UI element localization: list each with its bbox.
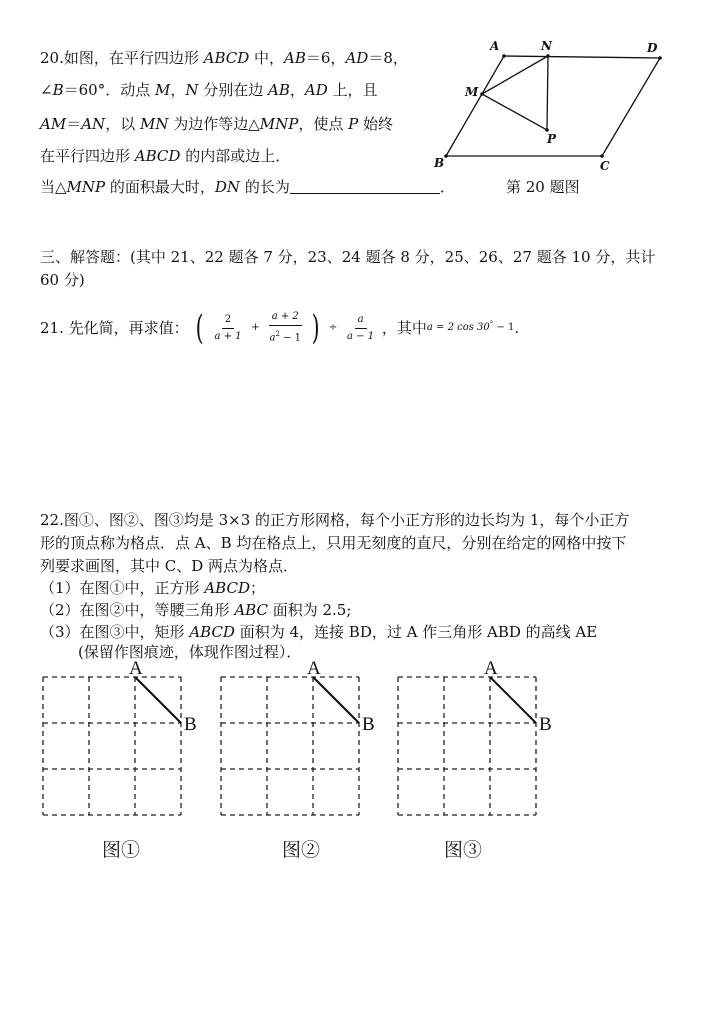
edge-dc: [602, 58, 660, 156]
grid1-label-b: B: [184, 714, 197, 735]
q21-line: [40, 304, 520, 348]
q20-line-5: [40, 177, 455, 197]
q22-line-2: 形的顶点称为格点．点 A、B 均在格点上，只用无刻度的直尺，分别在给定的网格中按下: [40, 534, 627, 552]
numerator: 2: [222, 314, 234, 329]
text: AD: [345, 49, 369, 67]
text: （2）在图②中，等腰三角形: [40, 601, 235, 619]
text: 21. 先化简，再求值：: [40, 319, 189, 337]
section3-heading-line1: 三、解答题：(其中 21、22 题各 7 分，23、24 题各 8 分，25、26、27 题各 10 分，共计: [40, 248, 656, 266]
grid-figure-1: [36, 670, 196, 820]
text: ，: [289, 81, 305, 99]
segment-np: [547, 56, 548, 130]
text: ，其中: [381, 319, 427, 337]
q22-line-1: 22.图①、图②、图③均是 3×3 的正方形网格，每个小正方形的边长均为 1，每个小正方: [40, 511, 630, 529]
text: 面积为 2.5;: [267, 601, 352, 619]
fraction-1: [211, 314, 244, 343]
text: 中，: [249, 49, 285, 67]
text: ＝60°．动点: [63, 81, 155, 99]
text: MN: [139, 115, 169, 133]
label-n: N: [541, 39, 552, 53]
text: − 1: [279, 332, 302, 344]
text: ABCD: [189, 623, 235, 641]
q22-item-1: [40, 578, 265, 598]
grid3-label-a: A: [484, 658, 498, 679]
text: MNP: [259, 115, 299, 133]
text: 面积为 4，连接 BD，过 A 作三角形 ABD 的高线 AE: [234, 623, 598, 641]
denominator: [266, 326, 304, 344]
text: ABCD: [203, 49, 250, 67]
text: a: [269, 332, 276, 344]
segment-ab: [135, 677, 181, 723]
denominator: a + 1: [214, 330, 242, 342]
point-m: [480, 92, 484, 96]
numerator: a: [355, 314, 367, 329]
text: AB: [284, 49, 306, 67]
numerator: a + 2: [269, 311, 302, 326]
grid-figure-2: [214, 670, 374, 820]
point-n: [546, 54, 550, 58]
q20-line-2: [40, 80, 378, 100]
parallelogram-figure: [430, 36, 680, 176]
text: （3）在图③中，矩形: [40, 623, 190, 641]
edge-ba: [446, 56, 504, 156]
text: 上，且: [327, 81, 378, 99]
segment-ab: [313, 677, 359, 723]
q22-item-3-note: (保留作图痕迹，体现作图过程）．: [78, 643, 302, 661]
point-c: [600, 154, 604, 158]
label-p: P: [547, 132, 557, 146]
label-a: A: [490, 39, 500, 53]
text: ＝8，: [368, 49, 408, 67]
point-a: [502, 54, 506, 58]
text: 的长为: [240, 178, 290, 196]
segment-mn: [482, 56, 548, 94]
grid1-label-a: A: [129, 658, 143, 679]
text: 的面积最大时，: [105, 178, 215, 196]
section3-heading-line2: 60 分): [40, 271, 85, 289]
divide: ÷: [328, 322, 338, 333]
text: ；: [249, 579, 265, 597]
text: ，以: [105, 115, 140, 133]
text: 当△: [40, 178, 67, 196]
text: ABCD: [204, 579, 250, 597]
text: ．: [439, 178, 455, 196]
text: .: [514, 319, 520, 337]
left-paren: (: [196, 308, 205, 348]
q20-line-3: [40, 114, 393, 134]
grid-figure-3: [391, 670, 551, 820]
point-b: [444, 154, 448, 158]
text: ＝6，: [305, 49, 346, 67]
text: MNP: [66, 178, 106, 196]
text: 的内部或边上．: [180, 147, 291, 165]
fraction-2: [266, 311, 304, 344]
text: M: [154, 81, 171, 99]
denominator: a − 1: [347, 330, 375, 342]
text: 始终: [358, 115, 393, 133]
text: N: [185, 81, 199, 99]
text: ∠: [40, 81, 53, 99]
text: AB: [268, 81, 290, 99]
grid3-label-b: B: [539, 714, 552, 735]
q22-item-3: [40, 622, 597, 642]
label-m: M: [465, 85, 479, 99]
grid2-label-b: B: [362, 714, 375, 735]
q22-item-2: [40, 600, 351, 620]
segment-mp: [482, 94, 547, 130]
q20-line-4: [40, 146, 290, 166]
label-c: C: [600, 159, 610, 173]
q22-line-3: 列要求画图，其中 C、D 两点为格点．: [40, 557, 299, 575]
answer-blank[interactable]: [290, 177, 440, 194]
text: 为边作等边△: [168, 115, 260, 133]
q20-line-1: [40, 48, 408, 68]
point-d: [658, 56, 662, 60]
text: 分别在边: [198, 81, 269, 99]
text: ＝: [66, 115, 82, 133]
degree: °: [489, 320, 494, 328]
label-d: D: [647, 41, 658, 55]
right-paren: ): [311, 308, 320, 348]
text: （1）在图①中，正方形: [40, 579, 205, 597]
text: 20.如图，在平行四边形: [40, 49, 204, 67]
text: ABCD: [134, 147, 181, 165]
grid3-caption: 图③: [444, 839, 483, 861]
figure-caption: 第 20 题图: [506, 178, 580, 196]
grid2-label-a: A: [307, 658, 321, 679]
text: 在平行四边形: [40, 147, 135, 165]
fraction-3: [344, 314, 377, 343]
text: AD: [304, 81, 328, 99]
edge-ad: [504, 56, 660, 58]
text: ，: [170, 81, 186, 99]
grid2-caption: 图②: [282, 839, 321, 861]
grid1-caption: 图①: [102, 839, 141, 861]
text: ，使点: [298, 115, 349, 133]
text: P: [348, 115, 359, 133]
text: ABC: [234, 601, 268, 619]
text: AM: [40, 115, 67, 133]
text: AN: [81, 115, 106, 133]
value-expression: a = 2 cos 30: [426, 322, 490, 333]
text: − 1: [493, 322, 515, 333]
label-b: B: [434, 156, 445, 170]
text: B: [52, 81, 64, 99]
plus: +: [251, 322, 260, 333]
exponent: 2: [275, 330, 280, 339]
segment-ab: [490, 677, 536, 723]
text: DN: [214, 178, 241, 196]
